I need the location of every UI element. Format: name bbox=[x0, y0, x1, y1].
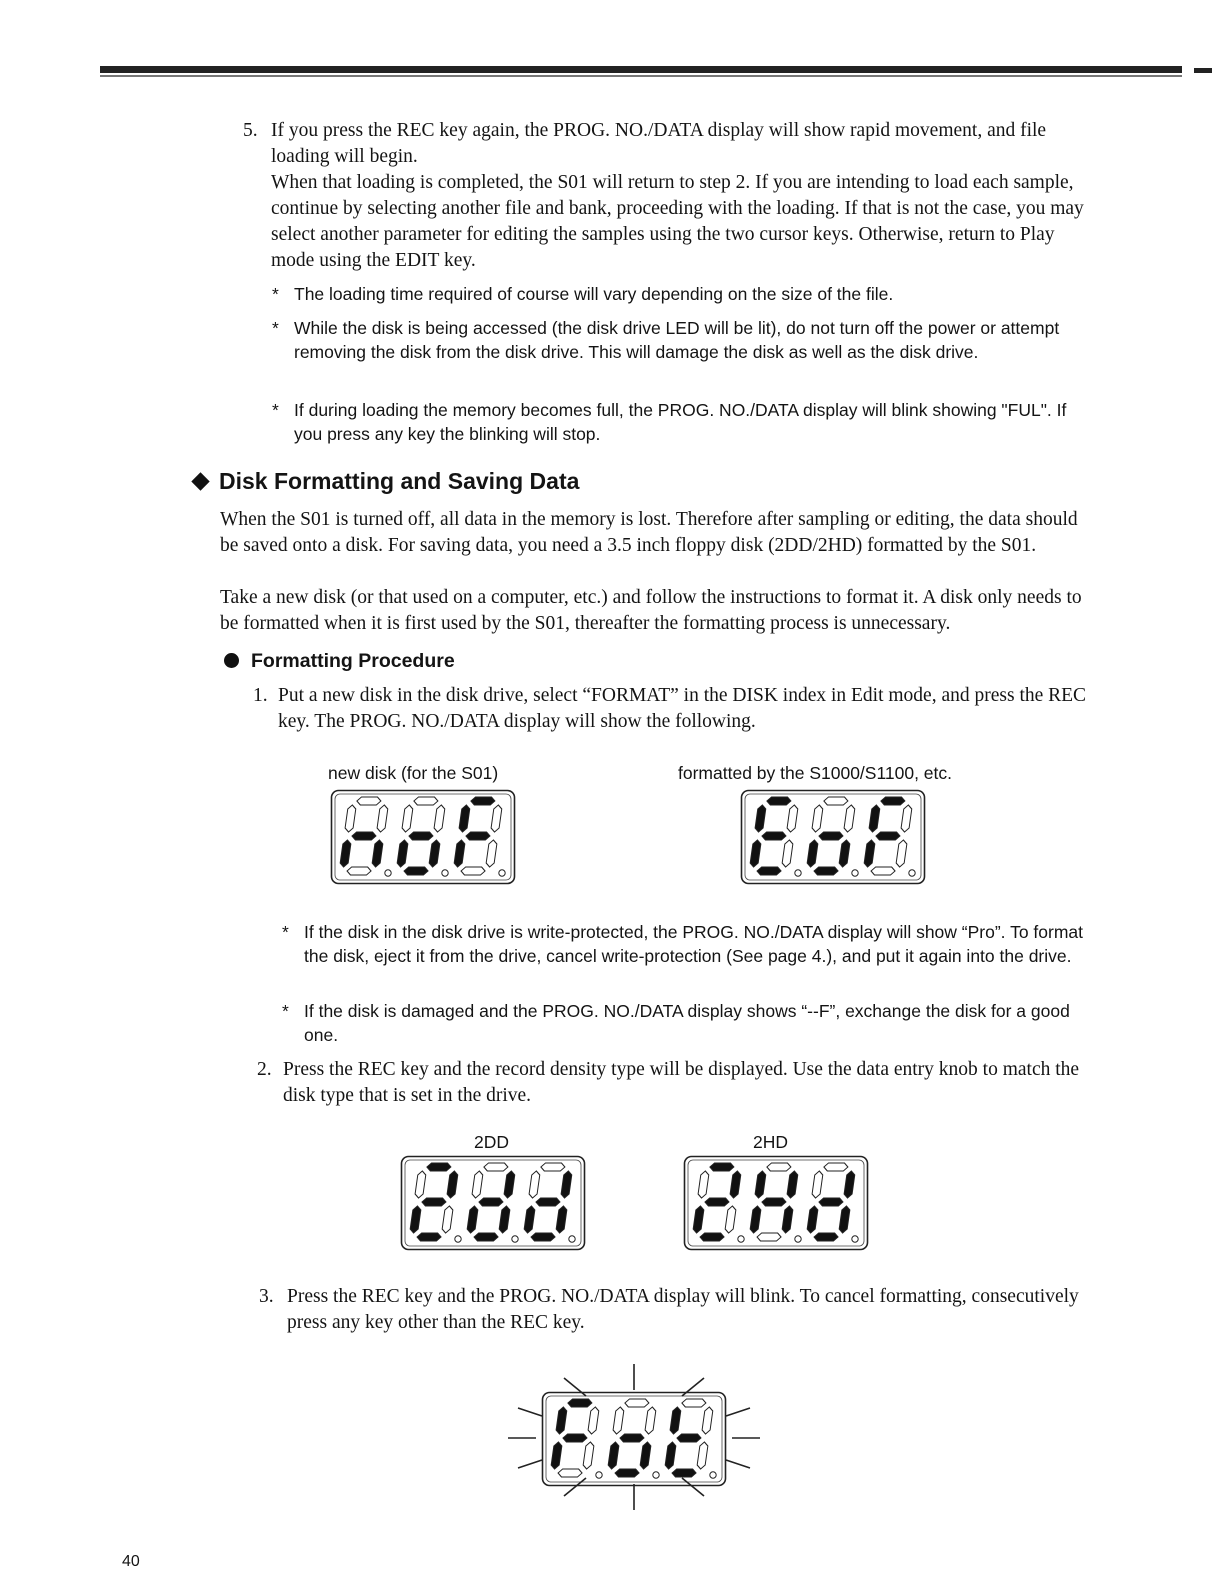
caption-new-disk: new disk (for the S01) bbox=[328, 763, 499, 783]
blink-ray bbox=[726, 1408, 750, 1416]
segment bbox=[351, 832, 376, 840]
segment bbox=[421, 1198, 446, 1206]
diamond-bullet-icon bbox=[191, 473, 209, 491]
segment bbox=[756, 1233, 781, 1241]
asterisk: * bbox=[272, 318, 279, 338]
segment bbox=[704, 1198, 729, 1206]
segment bbox=[473, 1233, 498, 1241]
segment bbox=[818, 1198, 843, 1206]
segment bbox=[823, 1163, 848, 1171]
segment bbox=[699, 1233, 724, 1241]
asterisk: * bbox=[282, 922, 289, 942]
asterisk: * bbox=[272, 284, 279, 304]
decimal-point bbox=[385, 870, 391, 876]
segment bbox=[880, 797, 905, 805]
section-intro-1: When the S01 is turned off, all data in the memory is lost. Therefore after sampling or editing, the data should be saved onto a disk. For saving data, you need a 3.5 inch floppy disk (2DD/2HD) formatted by the S01. bbox=[220, 509, 1078, 556]
blink-rays bbox=[500, 1360, 770, 1515]
decimal-point bbox=[852, 1236, 858, 1242]
segment bbox=[535, 1198, 560, 1206]
circle-bullet-icon bbox=[224, 653, 239, 668]
segment bbox=[756, 867, 781, 875]
decimal-point bbox=[909, 870, 915, 876]
decimal-point bbox=[569, 1236, 575, 1242]
note-text: The loading time required of course will vary depending on the size of the file. bbox=[294, 284, 894, 304]
segment bbox=[761, 1198, 786, 1206]
led-display-2hd bbox=[683, 1155, 869, 1256]
header-rule bbox=[100, 66, 1182, 73]
note-text: If during loading the memory becomes full, the PROG. NO./DATA display will blink showing "FUL". If you press any key the blinking will stop. bbox=[294, 400, 1067, 444]
segment bbox=[426, 1163, 451, 1171]
caption-2dd: 2DD bbox=[474, 1132, 510, 1152]
step-5-text-2: When that loading is completed, the S01 will return to step 2. If you are intending to load each sample, continue by selecting another file and bank, proceeding with the loading. If that is not the case, you may select another parameter for editing the samples using the two cursor keys. Otherwise, return to Play mode using the EDIT key. bbox=[271, 172, 1084, 271]
segment bbox=[813, 1233, 838, 1241]
segment bbox=[540, 1163, 565, 1171]
segment bbox=[470, 797, 495, 805]
segment bbox=[460, 867, 485, 875]
seven-segment-display bbox=[400, 1155, 586, 1251]
segment bbox=[408, 832, 433, 840]
section-title: Disk Formatting and Saving Data bbox=[219, 468, 580, 494]
segment bbox=[356, 797, 381, 805]
segment bbox=[413, 797, 438, 805]
led-display-noF bbox=[330, 789, 516, 890]
caption-formatted-disk: formatted by the S1000/S1100, etc. bbox=[678, 763, 953, 783]
step-2-number: 2. bbox=[257, 1059, 272, 1080]
segment bbox=[875, 832, 900, 840]
segment bbox=[813, 867, 838, 875]
step-2-text: Press the REC key and the record density type will be displayed. Use the data entry knob to match the disk type that is set in the drive. bbox=[283, 1059, 1080, 1106]
segment bbox=[870, 867, 895, 875]
blink-ray bbox=[682, 1378, 704, 1396]
step-1-text: Put a new disk in the disk drive, select “FORMAT” in the DISK index in Edit mode, and press the REC key. The PROG. NO./DATA display will show the following. bbox=[278, 685, 1087, 732]
note-text: If the disk in the disk drive is write-protected, the PROG. NO./DATA display will show “Pro”. To format the disk, eject it from the drive, cancel write-protection (See page 4.), and put it again into the drive. bbox=[304, 922, 1084, 966]
segment bbox=[403, 867, 428, 875]
asterisk: * bbox=[282, 1001, 289, 1021]
header-rule-thin bbox=[100, 75, 1182, 77]
led-display-2dd bbox=[400, 1155, 586, 1256]
section-heading bbox=[192, 465, 579, 497]
header-rule-end bbox=[1194, 68, 1212, 73]
note-text: While the disk is being accessed (the disk drive LED will be lit), do not turn off the power or attempt removing the disk from the disk drive. This will damage the disk as well as the disk drive. bbox=[294, 318, 1060, 362]
segment bbox=[478, 1198, 503, 1206]
led-display-EoF bbox=[740, 789, 926, 890]
note bbox=[272, 398, 1089, 446]
decimal-point bbox=[455, 1236, 461, 1242]
decimal-point bbox=[852, 870, 858, 876]
seven-segment-display bbox=[683, 1155, 869, 1251]
subsection-heading bbox=[222, 647, 455, 675]
note bbox=[272, 282, 1084, 306]
segment bbox=[761, 832, 786, 840]
seven-segment-display bbox=[740, 789, 926, 885]
segment bbox=[416, 1233, 441, 1241]
subsection-title: Formatting Procedure bbox=[251, 650, 455, 672]
decimal-point bbox=[442, 870, 448, 876]
blink-ray bbox=[564, 1378, 586, 1396]
caption-2hd: 2HD bbox=[753, 1132, 789, 1152]
step-5-number: 5. bbox=[243, 120, 258, 141]
segment bbox=[766, 1163, 791, 1171]
step-3-number: 3. bbox=[259, 1286, 274, 1307]
note bbox=[272, 316, 1089, 364]
decimal-point bbox=[499, 870, 505, 876]
seven-segment-display bbox=[330, 789, 516, 885]
segment bbox=[483, 1163, 508, 1171]
blink-ray bbox=[564, 1478, 586, 1496]
note-text: If the disk is damaged and the PROG. NO./DATA display shows “--F”, exchange the disk for a good one. bbox=[304, 1001, 1070, 1045]
segment bbox=[346, 867, 371, 875]
note bbox=[282, 999, 1092, 1047]
segment bbox=[823, 797, 848, 805]
decimal-point bbox=[795, 870, 801, 876]
asterisk: * bbox=[272, 400, 279, 420]
page-number: 40 bbox=[122, 1553, 140, 1570]
blink-ray bbox=[518, 1408, 542, 1416]
blink-ray bbox=[726, 1460, 750, 1468]
segment bbox=[818, 832, 843, 840]
segment bbox=[709, 1163, 734, 1171]
segment bbox=[766, 797, 791, 805]
segment bbox=[530, 1233, 555, 1241]
section-intro-2: Take a new disk (or that used on a computer, etc.) and follow the instructions to format it. A disk only needs to be formatted when it is first used by the S01, thereafter the formatting process is unnecessary. bbox=[220, 587, 1082, 634]
blink-ray bbox=[682, 1478, 704, 1496]
segment bbox=[465, 832, 490, 840]
step-3-text: Press the REC key and the PROG. NO./DATA display will blink. To cancel formatting, consecutively press any key other than the REC key. bbox=[287, 1286, 1079, 1333]
step-5-text: If you press the REC key again, the PROG. NO./DATA display will show rapid movement, and file loading will begin. bbox=[271, 120, 1047, 167]
decimal-point bbox=[512, 1236, 518, 1242]
step-1-number: 1. bbox=[253, 685, 268, 706]
decimal-point bbox=[795, 1236, 801, 1242]
note bbox=[282, 920, 1092, 968]
decimal-point bbox=[738, 1236, 744, 1242]
blink-ray bbox=[518, 1460, 542, 1468]
